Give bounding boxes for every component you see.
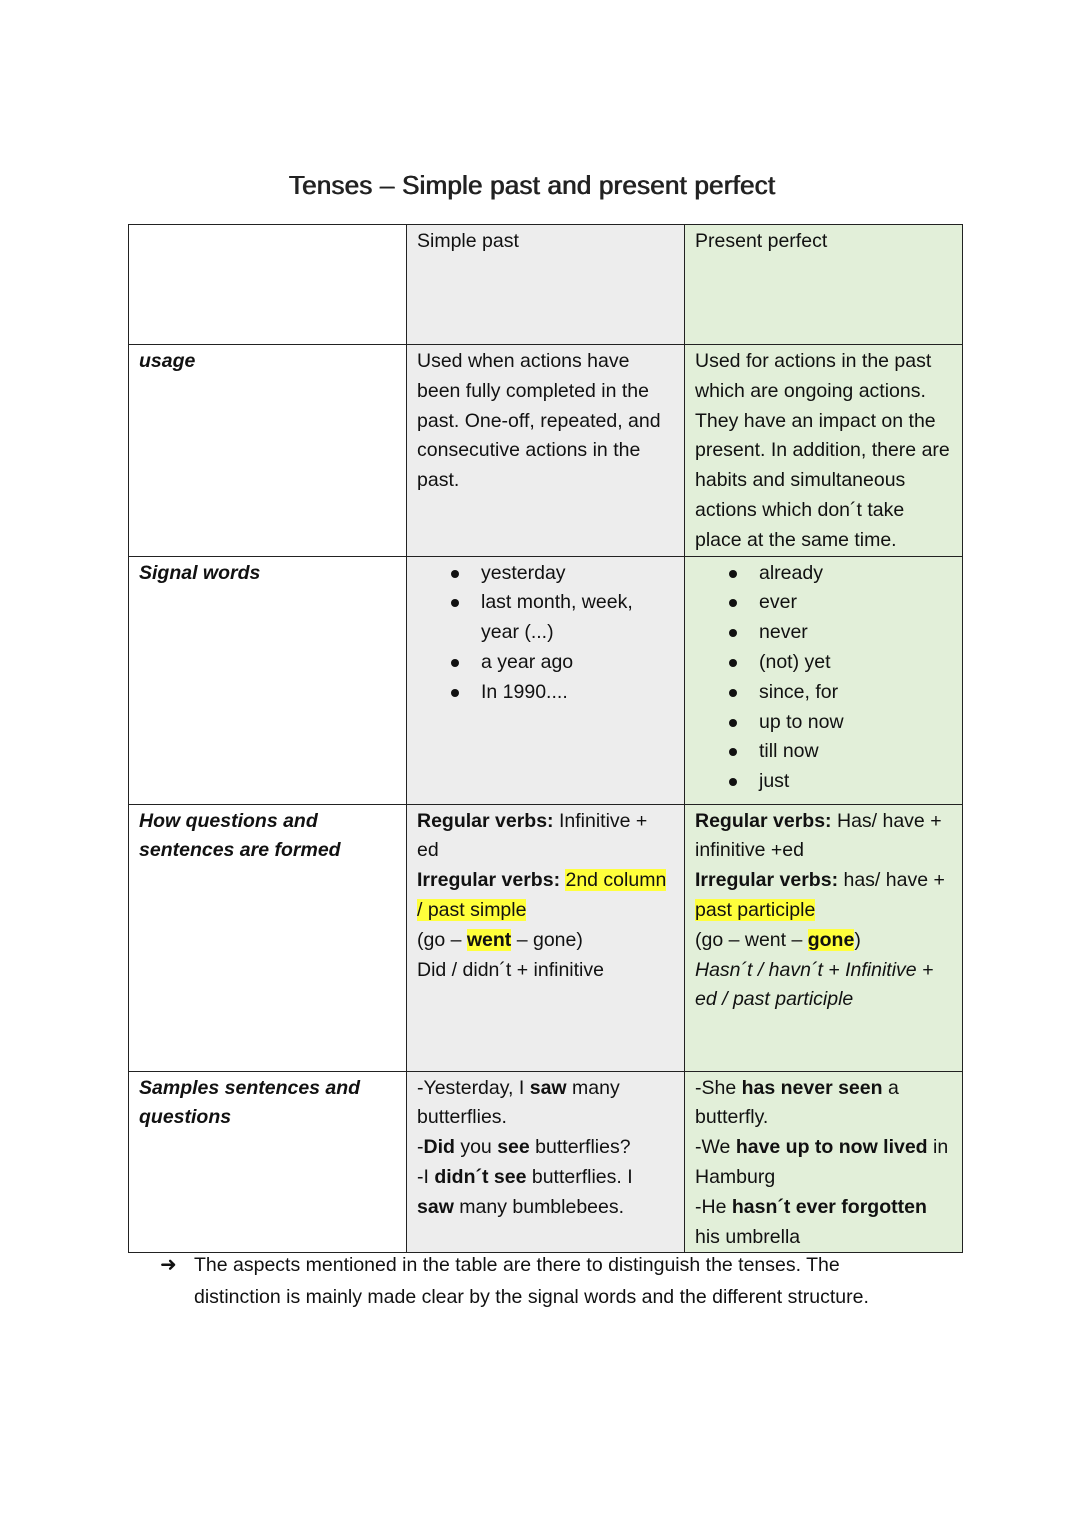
list-item: never — [759, 618, 952, 648]
text-segment: in Hamburg — [695, 1136, 949, 1188]
signal-words-label: Signal words — [129, 556, 407, 804]
list-item: till now — [759, 737, 952, 767]
text-line — [695, 866, 952, 926]
list-item: up to now — [759, 708, 952, 738]
page-title-text: Tenses – Simple past and present perfect — [288, 170, 776, 200]
arrow-right-icon: ➜ — [160, 1254, 177, 1276]
signal-words-list — [695, 559, 952, 797]
text-segment: many bumblebees. — [453, 1195, 625, 1218]
text-segment: -She — [695, 1076, 742, 1099]
text-segment: (go – — [417, 928, 467, 951]
formation-label: How questions and sentences are formed — [129, 804, 407, 1071]
text-line — [417, 1074, 674, 1134]
text-segment: Regular verbs: — [417, 809, 554, 832]
text-segment: Irregular verbs: — [417, 869, 561, 892]
text-line — [417, 807, 674, 867]
text-line — [417, 956, 674, 986]
footnote — [160, 1249, 920, 1313]
text-segment: (go – went – — [695, 928, 808, 951]
signal-words-simple-past — [407, 556, 685, 804]
corner-cell — [129, 225, 407, 345]
text-segment: – gone) — [511, 928, 583, 951]
footnote-text: The aspects mentioned in the table are there to distinguish the tenses. The distinction is mainly made clear by the signal words and the different structure. — [194, 1254, 869, 1308]
usage-label: usage — [129, 345, 407, 557]
samples-label: Samples sentences and questions — [129, 1071, 407, 1253]
text-segment: ) — [854, 928, 861, 951]
header-simple-past: Simple past — [407, 225, 685, 345]
text-segment: -We — [695, 1136, 736, 1159]
text-segment: gone — [807, 928, 855, 951]
text-segment: many butterflies. — [417, 1076, 620, 1129]
list-item: ever — [759, 588, 952, 618]
text-segment: has/ have + — [838, 869, 945, 892]
page-title — [0, 170, 1080, 201]
list-item: just — [759, 767, 952, 797]
list-item: In 1990.... — [481, 678, 674, 708]
text-segment: Regular verbs: — [695, 809, 832, 832]
text-line — [695, 1133, 952, 1193]
text-line — [417, 1133, 674, 1163]
text-line — [695, 926, 952, 956]
samples-present-perfect — [685, 1071, 963, 1253]
samples-row — [129, 1071, 963, 1253]
text-segment: -I — [417, 1165, 435, 1188]
text-segment: has never seen — [741, 1076, 883, 1099]
samples-simple-past — [407, 1071, 685, 1253]
text-segment: butterflies. I — [526, 1165, 633, 1188]
text-line — [695, 807, 952, 867]
tenses-table — [128, 224, 963, 1253]
text-segment: a butterfly. — [695, 1076, 899, 1129]
signal-words-present-perfect — [685, 556, 963, 804]
usage-present-perfect: Used for actions in the past which are ongoing actions. They have an impact on the present. In addition, there are habits and simultaneous actions which don´t take place at the same time. — [685, 345, 963, 557]
text-segment: Did / didn´t + infinitive — [417, 958, 604, 981]
text-segment: Infinitive + ed — [417, 809, 648, 862]
usage-simple-past: Used when actions have been fully completed in the past. One-off, repeated, and consecutive actions in the past. — [407, 345, 685, 557]
text-segment: hasn´t ever forgotten — [731, 1195, 927, 1218]
text-segment: -He — [695, 1195, 732, 1218]
text-line — [417, 926, 674, 956]
header-present-perfect: Present perfect — [685, 225, 963, 345]
signal-words-list — [417, 559, 674, 708]
text-segment: see — [497, 1136, 530, 1159]
text-segment: you — [454, 1136, 498, 1159]
text-line — [695, 956, 952, 1016]
text-segment: went — [466, 928, 512, 951]
text-segment: didn´t see — [434, 1165, 527, 1188]
text-segment: past participle — [695, 898, 816, 921]
text-segment: butterflies? — [529, 1136, 631, 1159]
text-line — [695, 1193, 952, 1253]
text-line — [417, 1163, 674, 1223]
text-segment: saw — [529, 1076, 567, 1099]
text-segment: - — [417, 1136, 424, 1159]
text-line — [695, 1074, 952, 1134]
text-segment: saw — [417, 1195, 454, 1218]
formation-simple-past — [407, 804, 685, 1071]
header-row — [129, 225, 963, 345]
list-item: last month, week, year (...) — [481, 588, 674, 648]
formation-row — [129, 804, 963, 1071]
text-segment: 2nd column / past simple — [417, 869, 667, 921]
text-segment: Did — [423, 1136, 455, 1159]
formation-present-perfect — [685, 804, 963, 1071]
list-item: yesterday — [481, 559, 674, 589]
list-item: since, for — [759, 678, 952, 708]
text-segment: Hasn´t / havn´t + Infinitive + ed / past participle — [695, 958, 934, 1011]
list-item: (not) yet — [759, 648, 952, 678]
text-segment: -Yesterday, I — [417, 1076, 530, 1099]
list-item: already — [759, 559, 952, 589]
text-segment: have up to now lived — [735, 1136, 928, 1159]
signal-words-row — [129, 556, 963, 804]
text-line — [417, 866, 674, 926]
text-segment: Irregular verbs: — [695, 869, 839, 892]
usage-row — [129, 345, 963, 557]
list-item: a year ago — [481, 648, 674, 678]
text-segment: Has/ have + infinitive +ed — [695, 809, 942, 862]
text-segment: his umbrella — [695, 1225, 801, 1248]
